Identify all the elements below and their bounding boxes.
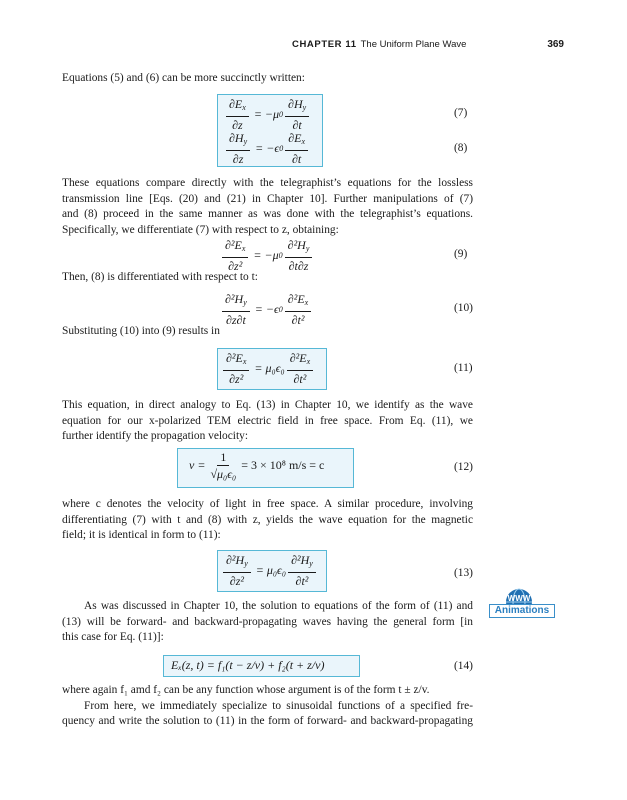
equation-11: $\frac{\partial^2E_x}{\text{∂z²}}$ = μ₀ϵ₀ $\frac{\partial^2E_x}{\text{∂t²}}$ xyxy=(221,351,315,386)
chapter-heading: CHAPTER 11 The Uniform Plane Wave xyxy=(292,39,467,50)
paragraph-3: Then, (8) is differentiated with respect to t: xyxy=(62,271,258,283)
paragraph-8: where again f₁ amd f₂ can be any function whose argument is of the form t ± z/v. From here, we immediately specialize to sinusoidal functions of a specified fre- quency and write the solution to (11) in the form of forward- and backward-propagating xyxy=(62,684,473,728)
equation-number-9: (9) xyxy=(454,248,468,260)
equation-number-7: (7) xyxy=(454,107,468,119)
svg-text:WWW: WWW xyxy=(507,594,531,603)
equation-10: $\frac{\partial^2H_y}{\partial z\partial t}$ = −ϵ 0 $\frac{\partial^2E_x}{\text{∂t²}}$ xyxy=(220,292,313,327)
equation-9: $\frac{\partial^2E_x}{\text{∂z²}}$ = −μ 0 $\frac{\partial^2H_y}{\partial t\partial z}$ xyxy=(220,238,314,273)
equation-7: $\frac{\partial E_x}{\partial z}$ = −μ 0 $\frac{\partial H_y}{\partial t}$ xyxy=(224,97,311,132)
equation-12: v = $\frac{1}{\text{√μ₀ϵ₀}}$ = 3 × 10⁸ m/s = c xyxy=(189,450,325,481)
running-header xyxy=(62,39,564,53)
paragraph-2: These equations compare directly with the telegraphist’s equations for the lossless transmission line [Eqs. (20) and (21) in Chapter 10]. Further manipulations of (7) and (8) proceed in the same manner as was done with the telegraphist’s equations. Specifically, we differentiate (7) with respect to z, obtaining: xyxy=(62,177,473,236)
paragraph-7: As was discussed in Chapter 10, the solution to equations of the form of (11) and (13) will be forward- and backward-propagating waves having the general form [in this case for Eq. (11)]: xyxy=(62,600,473,644)
paragraph-4: Substituting (10) into (9) results in xyxy=(62,325,220,337)
equation-14: Eₓ(z, t) = f₁(t − z/v) + f₂(t + z/v) xyxy=(171,658,325,672)
equation-number-14: (14) xyxy=(454,660,473,672)
equation-13: $\frac{\partial^2H_y}{\text{∂z²}}$ = μ₀ϵ₀ $\frac{\partial^2H_y}{\text{∂t²}}$ xyxy=(221,553,318,588)
equation-number-13: (13) xyxy=(454,567,473,579)
paragraph-1: Equations (5) and (6) can be more succinctly written: xyxy=(62,72,305,84)
equation-number-11: (11) xyxy=(454,362,473,374)
equation-number-12: (12) xyxy=(454,461,473,473)
paragraph-5: This equation, in direct analogy to Eq. (13) in Chapter 10, we identify as the wave equation for our x-polarized TEM electric field in free space. From Eq. (11), we further identify the propagation velocity: xyxy=(62,399,473,443)
equation-number-8: (8) xyxy=(454,142,468,154)
equation-8: $\frac{\partial H_y}{\partial z}$ = −ϵ 0 $\frac{\partial E_x}{\partial t}$ xyxy=(224,131,310,166)
equation-number-10: (10) xyxy=(454,302,473,314)
animations-link[interactable]: Animations xyxy=(489,604,555,618)
page-number: 369 xyxy=(547,39,564,50)
paragraph-6: where c denotes the velocity of light in free space. A similar procedure, involving differentiating (7) with t and (8) with z, yields the wave equation for the magnetic field; it is identical in form to (11): xyxy=(62,498,473,542)
